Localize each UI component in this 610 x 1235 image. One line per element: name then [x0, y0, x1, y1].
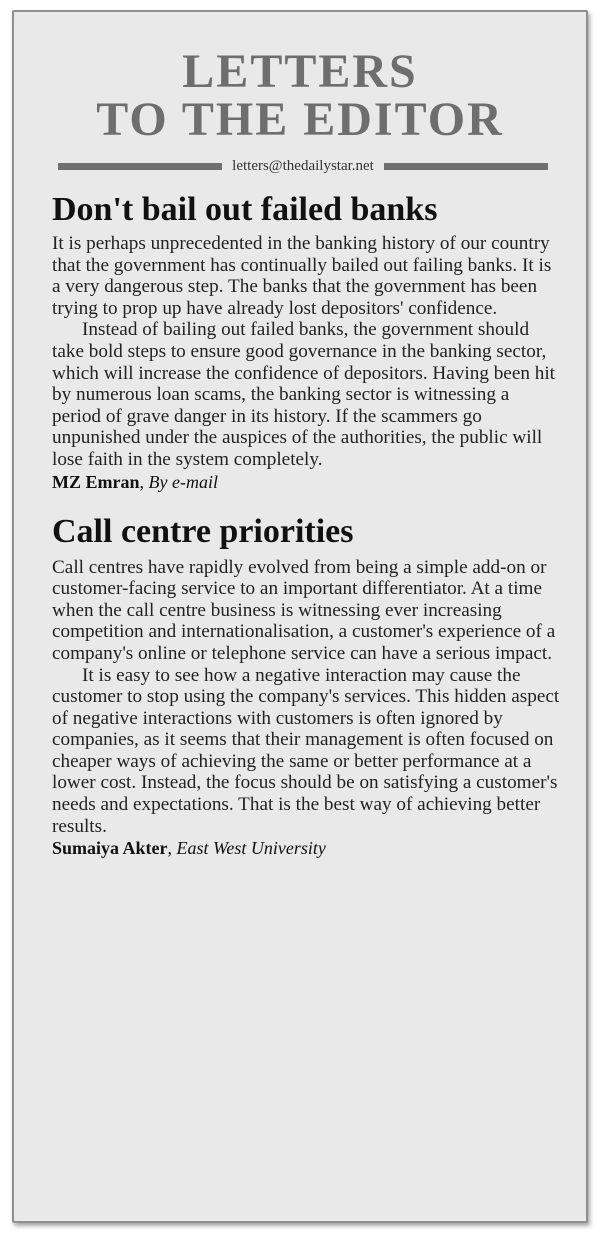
letter-1-affiliation: By e-mail — [148, 471, 218, 492]
right-rule — [384, 163, 548, 170]
email-rule-row — [58, 158, 548, 175]
letter-2-paragraph-2: It is easy to see how a negative interaction may cause the customer to stop using the company's services. This hidden aspect of negative interactions with customers is often ignored by companies, as it seems that their management is often focused on cheaper ways of achieving the same or better performance at a lower cost. Instead, the focus should be on satisfying a customer's needs and expectations. That is the best way of achieving better results. — [52, 664, 560, 837]
letter-1-signature: MZ Emran, By e-mail — [52, 471, 218, 492]
letters-panel — [12, 10, 588, 1223]
letter-1-paragraph-2: Instead of bailing out failed banks, the government should take bold steps to ensure good governance in the banking sector, which will increase the confidence of depositors. Having been hit by numerous loan scams, the banking sector is witnessing a period of grave danger in its history. If the scammers go unpunished under the auspices of the authorities, the public will lose faith in the system completely. — [52, 319, 555, 470]
letter-2-signature: Sumaiya Akter, East West University — [52, 838, 326, 859]
section-title — [14, 45, 586, 146]
section-title-line2: TO THE EDITOR — [96, 93, 504, 146]
letter-2-author: Sumaiya Akter — [52, 838, 168, 859]
letter-1-author: MZ Emran — [52, 471, 140, 492]
editor-email[interactable]: letters@thedailystar.net — [232, 158, 374, 174]
letter-2 — [14, 513, 586, 860]
letter-2-paragraph-1: Call centres have rapidly evolved from being a simple add-on or customer-facing service to an important differentiator. At a time when the call centre business is witnessing ever increasing competition and internationalisation, a customer's experience of a company's online or telephone service can have a serious impact. — [52, 556, 556, 664]
letter-2-headline: Call centre priorities — [52, 512, 354, 550]
letter-1-paragraph-1: It is perhaps unprecedented in the banking history of our country that the government has continually bailed out failing banks. It is a very dangerous step. The banks that the government has been trying to prop up have already lost depositors' confidence. — [52, 233, 552, 319]
letter-1 — [14, 191, 586, 493]
section-title-line1: LETTERS — [182, 45, 418, 98]
left-rule — [58, 163, 222, 170]
letter-2-affiliation: East West University — [176, 838, 326, 859]
letter-1-headline: Don't bail out failed banks — [52, 191, 438, 228]
